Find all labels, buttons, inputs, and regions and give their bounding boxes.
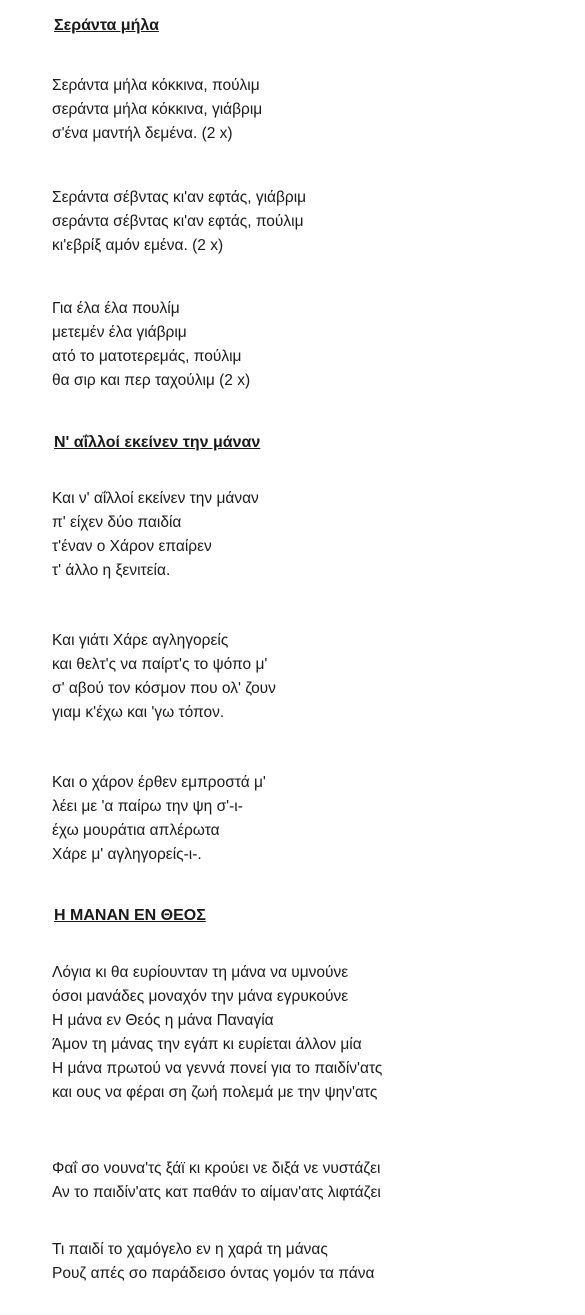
lyric-line: Η μάνα εν Θεός η μάνα Παναγία bbox=[52, 1012, 274, 1029]
lyric-line: θα σιρ και περ ταχούλιμ (2 x) bbox=[52, 372, 251, 389]
stanza bbox=[52, 297, 250, 393]
stanza bbox=[52, 487, 259, 583]
song-title: Ν' αΐλλοί εκείνεν την μάναν bbox=[54, 434, 261, 451]
stanza bbox=[52, 961, 382, 1105]
lyric-line: Σεράντα σέβντας κι'αν εφτάς, γιάβριμ bbox=[52, 189, 307, 206]
lyric-line: και ους να φέραι ση ζωή πολεμά με την ψην'ατς bbox=[52, 1084, 378, 1101]
song-title: Σεράντα μήλα bbox=[54, 17, 159, 34]
stanza bbox=[52, 186, 306, 258]
lyric-line: Αν το παιδίν'ατς κατ παθάν το αίμαν'ατς λιφτάζει bbox=[52, 1184, 381, 1201]
lyric-line: μετεμέν έλα γιάβριμ bbox=[52, 324, 187, 341]
lyric-line: Ρουζ απές σο παράδεισο όντας γομόν τα πάνα bbox=[52, 1265, 375, 1282]
lyric-line: Τι παιδί το χαμόγελο εν η χαρά τη μάνας bbox=[52, 1241, 328, 1258]
lyric-line: σ' αβού τον κόσμον που ολ' ζουν bbox=[52, 680, 276, 697]
song-title: Η ΜΑΝΑΝ ΕΝ ΘΕΟΣ bbox=[54, 907, 206, 924]
stanza bbox=[52, 771, 266, 867]
lyric-line: Για έλα έλα πουλίμ bbox=[52, 300, 180, 317]
lyric-line: όσοι μανάδες μοναχόν την μάνα εγρυκούνε bbox=[52, 988, 349, 1005]
lyric-line: σεράντα μήλα κόκκινα, γιάβριμ bbox=[52, 101, 263, 118]
lyric-line: σ'ένα μαντήλ δεμένα. (2 x) bbox=[52, 125, 233, 142]
lyric-line: Φαΐ σο νουνα'τς ξάϊ κι κρούει νε διξά νε νυστάζει bbox=[52, 1160, 381, 1177]
lyric-line: Χάρε μ' αγληγορείς-ι-. bbox=[52, 846, 202, 863]
lyric-line: τ' άλλο η ξενιτεία. bbox=[52, 562, 171, 579]
lyric-line: γιαμ κ'έχω και 'γω τόπον. bbox=[52, 704, 225, 721]
lyric-line: Και ν' αΐλλοί εκείνεν την μάναν bbox=[52, 490, 259, 507]
lyric-line: Και γιάτι Χάρε αγληγορείς bbox=[52, 632, 229, 649]
stanza bbox=[52, 629, 276, 725]
lyric-line: Άμον τη μάνας την εγάπ κι ευρίεται άλλον μία bbox=[52, 1036, 362, 1053]
stanza bbox=[52, 1238, 374, 1286]
lyric-line: Και ο χάρον έρθεν εμπροστά μ' bbox=[52, 774, 266, 791]
lyric-line: λέει με 'α παίρω την ψη σ'-ι- bbox=[52, 798, 243, 815]
lyric-line: σεράντα σέβντας κι'αν εφτάς, πούλιμ bbox=[52, 213, 304, 230]
lyric-line: Η μάνα πρωτού να γεννά πονεί για το παιδίν'ατς bbox=[52, 1060, 383, 1077]
lyric-line: Λόγια κι θα ευρίουνταν τη μάνα να υμνούνε bbox=[52, 964, 349, 981]
lyric-line: τ'έναν ο Χάρον επαίρεν bbox=[52, 538, 212, 555]
lyric-line: Σεράντα μήλα κόκκινα, πούλιμ bbox=[52, 77, 260, 94]
stanza bbox=[52, 1157, 381, 1205]
lyric-line: έχω μουράτια απλέρωτα bbox=[52, 822, 220, 839]
lyric-line: π' είχεν δύο παιδία bbox=[52, 514, 182, 531]
lyric-line: κι'εβρίξ αμόν εμένα. (2 x) bbox=[52, 237, 224, 254]
lyric-line: ατό το ματοτερεμάς, πούλιμ bbox=[52, 348, 242, 365]
stanza bbox=[52, 74, 262, 146]
lyric-line: και θελτ'ς να παίρτ'ς το ψόπο μ' bbox=[52, 656, 268, 673]
